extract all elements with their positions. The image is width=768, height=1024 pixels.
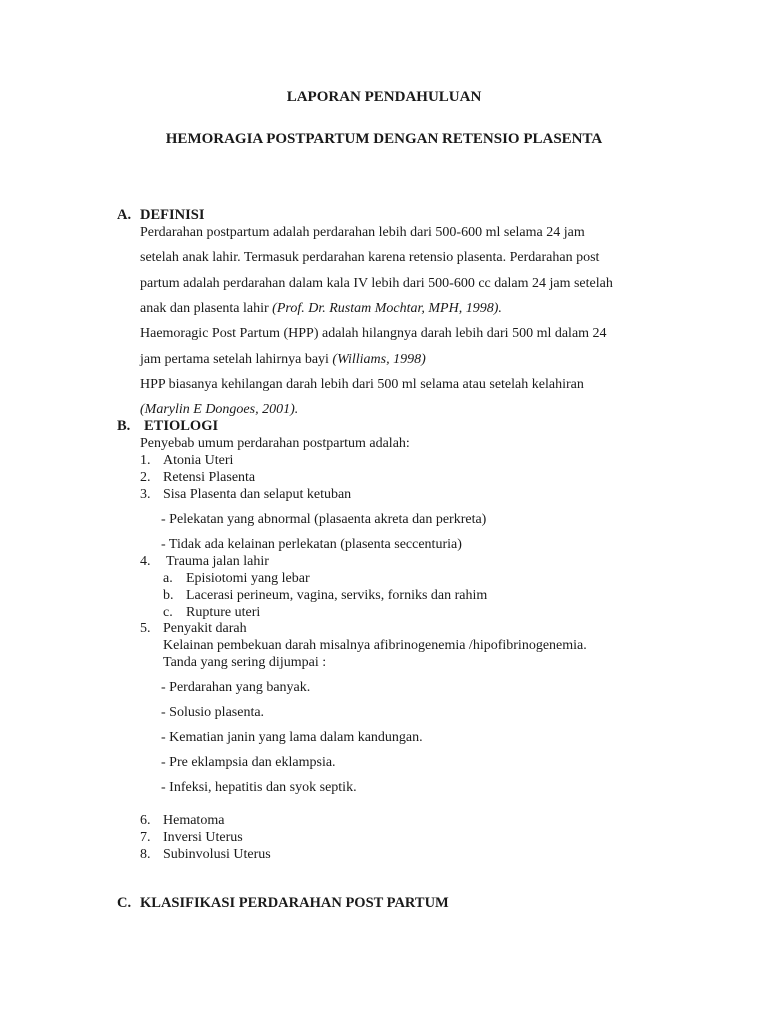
item-4-sub-b-letter: b. xyxy=(163,588,174,603)
list-item-6-num: 6. xyxy=(140,813,151,828)
section-c-marker: C. xyxy=(117,895,132,911)
section-a-marker: A. xyxy=(117,207,132,223)
definisi-line-4-text: anak dan plasenta lahir xyxy=(140,301,269,316)
etiologi-intro: Penyebab umum perdarahan postpartum adalah: xyxy=(140,436,410,451)
definisi-line-6-text: jam pertama setelah lahirnya bayi xyxy=(140,352,329,367)
section-b-heading: ETIOLOGI xyxy=(144,418,219,434)
definisi-line-2: setelah anak lahir. Termasuk perdarahan karena retensio plasenta. Perdarahan post xyxy=(140,250,600,265)
list-item-1-num: 1. xyxy=(140,453,151,468)
list-item-5-num: 5. xyxy=(140,621,151,636)
section-c-heading: KLASIFIKASI PERDARAHAN POST PARTUM xyxy=(140,895,449,911)
list-item-7: Inversi Uterus xyxy=(163,830,243,845)
item-5-sign-2: - Solusio plasenta. xyxy=(161,705,265,720)
item-5-sign-1: - Perdarahan yang banyak. xyxy=(161,680,311,695)
list-item-2-num: 2. xyxy=(140,470,151,485)
item-3-note-2: - Tidak ada kelainan perlekatan (plasenta seccenturia) xyxy=(161,537,462,552)
list-item-1: Atonia Uteri xyxy=(163,453,234,468)
citation-mochtar: (Prof. Dr. Rustam Mochtar, MPH, 1998). xyxy=(272,301,502,316)
definisi-line-3: partum adalah perdarahan dalam kala IV lebih dari 500-600 cc dalam 24 jam setelah xyxy=(140,276,613,291)
item-5-sign-3: - Kematian janin yang lama dalam kandungan. xyxy=(161,730,423,745)
citation-williams: (Williams, 1998) xyxy=(332,352,426,367)
list-item-5: Penyakit darah xyxy=(163,621,247,636)
list-item-8-num: 8. xyxy=(140,847,151,862)
item-4-sub-c-letter: c. xyxy=(163,605,173,620)
definisi-line-5: Haemoragic Post Partum (HPP) adalah hilangnya darah lebih dari 500 ml dalam 24 xyxy=(140,326,607,341)
document-title: LAPORAN PENDAHULUAN xyxy=(286,89,482,105)
definisi-line-4 xyxy=(140,300,502,317)
item-4-sub-a-letter: a. xyxy=(163,571,173,586)
document-subtitle: HEMORAGIA POSTPARTUM DENGAN RETENSIO PLASENTA xyxy=(165,131,603,147)
list-item-4: Trauma jalan lahir xyxy=(166,554,269,569)
list-item-3: Sisa Plasenta dan selaput ketuban xyxy=(163,487,352,502)
item-4-sub-a: Episiotomi yang lebar xyxy=(186,571,310,586)
definisi-line-7: HPP biasanya kehilangan darah lebih dari 500 ml selama atau setelah kelahiran xyxy=(140,377,584,392)
list-item-6: Hematoma xyxy=(163,813,225,828)
item-5-line-2: Tanda yang sering dijumpai : xyxy=(163,655,327,670)
definisi-line-1: Perdarahan postpartum adalah perdarahan lebih dari 500-600 ml selama 24 jam xyxy=(140,225,585,240)
section-b-marker: B. xyxy=(117,418,131,434)
item-4-sub-c: Rupture uteri xyxy=(186,605,261,620)
item-3-note-1: - Pelekatan yang abnormal (plasaenta akreta dan perkreta) xyxy=(161,512,487,527)
section-a-heading: DEFINISI xyxy=(140,207,205,223)
list-item-4-num: 4. xyxy=(140,554,151,569)
list-item-2: Retensi Plasenta xyxy=(163,470,256,485)
list-item-3-num: 3. xyxy=(140,487,151,502)
list-item-7-num: 7. xyxy=(140,830,151,845)
item-5-sign-5: - Infeksi, hepatitis dan syok septik. xyxy=(161,780,357,795)
item-5-sign-4: - Pre eklampsia dan eklampsia. xyxy=(161,755,336,770)
definisi-line-6 xyxy=(140,351,426,368)
list-item-8: Subinvolusi Uterus xyxy=(163,847,271,862)
item-5-line-1: Kelainan pembekuan darah misalnya afibrinogenemia /hipofibrinogenemia. xyxy=(163,638,587,653)
citation-dongoes: (Marylin E Dongoes, 2001). xyxy=(140,402,299,417)
item-4-sub-b: Lacerasi perineum, vagina, serviks, forniks dan rahim xyxy=(186,588,488,603)
